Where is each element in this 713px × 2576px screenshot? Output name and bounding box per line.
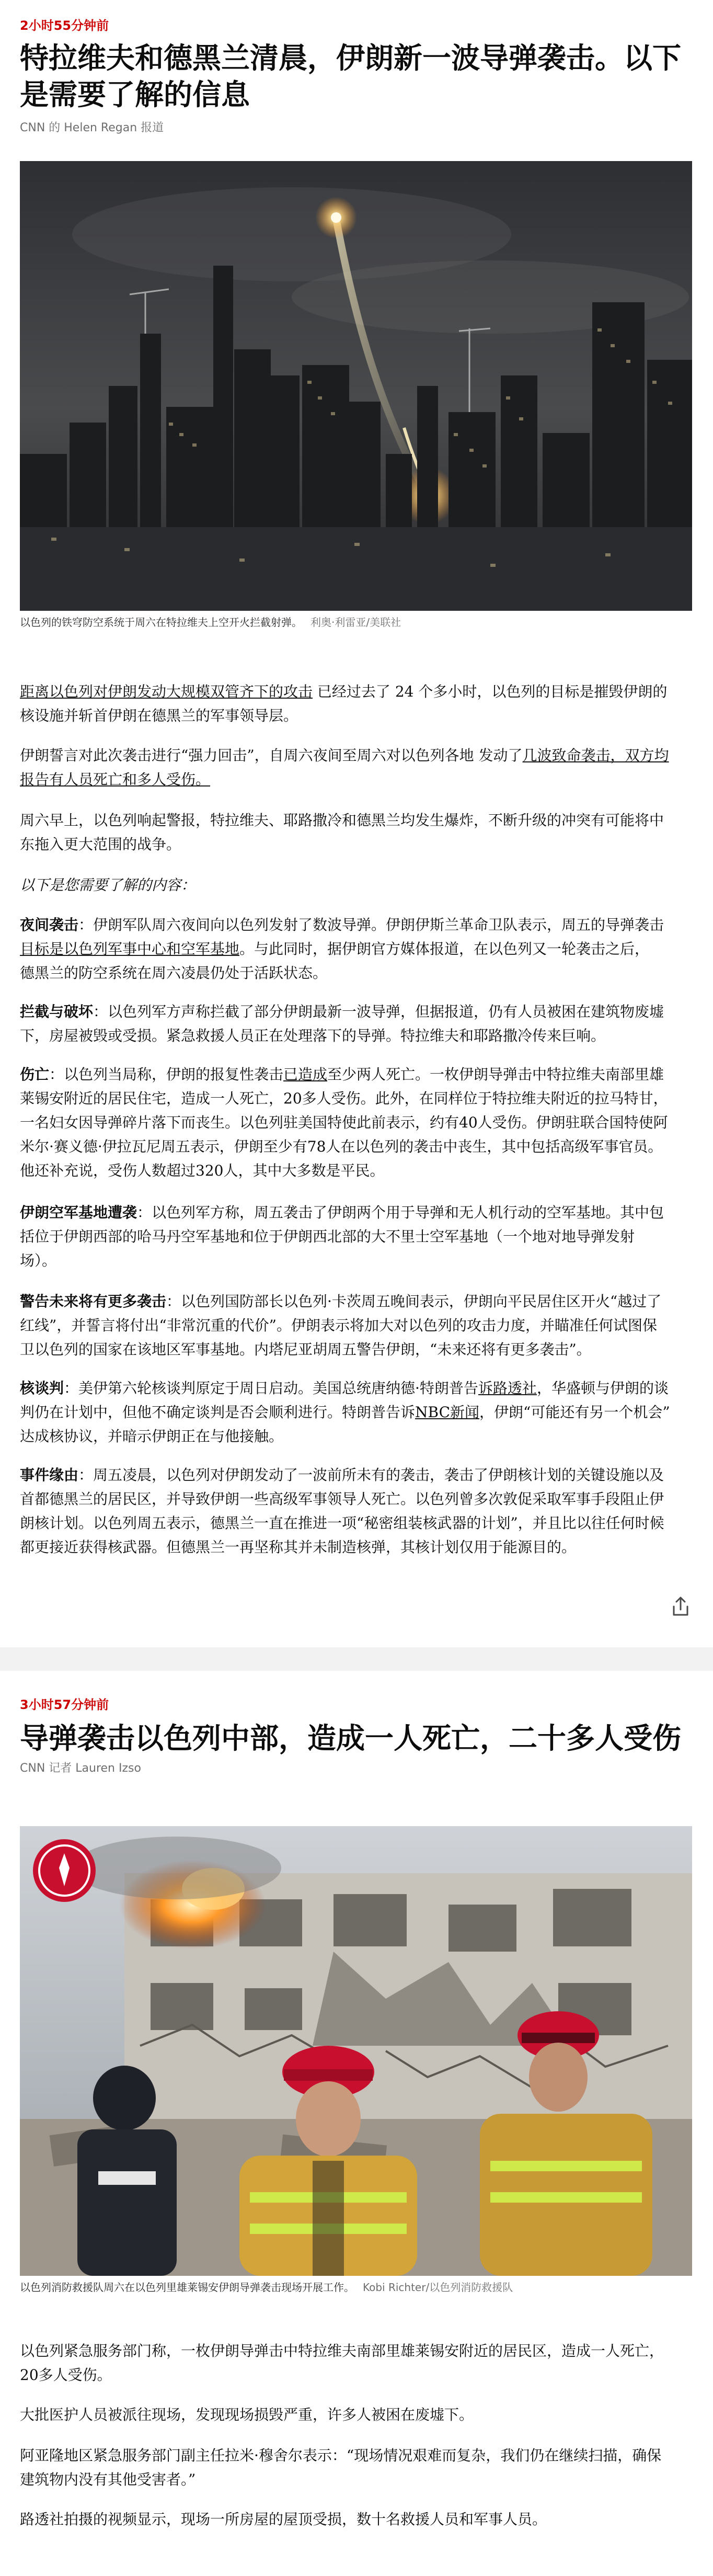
post-timestamp: 3小时57分钟前 (20, 1697, 109, 1712)
article-link[interactable]: 几波致命袭击，双方均 (522, 747, 669, 764)
paragraph: 核谈判：美伊第六轮核谈判原定于周日启动。美国总统唐纳德·特朗普告诉路透社，华盛顿与伊朗的谈 判仍在计划中，但他不确定谈判是否会顺利进行。特朗普告诉NBC新闻，伊朗“可能还有另一个机会” 达成核协议，并暗示伊朗正在与他接触。 (20, 1380, 670, 1445)
paragraph: 以色列紧急服务部门称，一枚伊朗导弹击中特拉维夫南部里雄莱锡安附近的居民区，造成一人死亡， 20多人受伤。 (20, 2342, 664, 2384)
paragraph: 事件缘由：周五凌晨，以色列对伊朗发动了一波前所未有的袭击，袭击了伊朗核计划的关键设施以及 首都德黑兰的居民区，并导致伊朗一些高级军事领导人死亡。以色列曾多次敦促采取军事手段阻止伊 朗核计划。以色列周五表示，德黑兰一直在推进一项“秘密组装核武器的计划”，并且比以往任何时候 都更接近获得核武器。但德黑兰一再坚称其并未制造核弹，其核计划仅用于能源目的。 (20, 1466, 664, 1556)
paragraph: 周六早上，以色列响起警报，特拉维夫、耶路撒冷和德黑兰均发生爆炸，不断升级的冲突有可能将中 东拖入更大范围的战争。 (20, 812, 664, 853)
firefighters-rescue-image (20, 1826, 692, 2276)
iron-dome-skyline-image (20, 161, 692, 611)
paragraph: 夜间袭击：伊朗军队周六夜间向以色列发射了数波导弹。伊朗伊斯兰革命卫队表示，周五的导弹袭击 目标是以色列军事中心和空军基地。与此同时，据伊朗官方媒体报道，在以色列又一轮袭击之后， 德黑兰的防空系统在周六凌晨仍处于活跃状态。 (20, 916, 664, 982)
post-header (20, 1697, 692, 1776)
article-link[interactable]: 已造成 (283, 1066, 328, 1083)
paragraph: 伤亡：以色列当局称，伊朗的报复性袭击已造成至少两人死亡。一枚伊朗导弹击中特拉维夫南部里雄 莱锡安附近的居民住宅，造成一人死亡，20多人受伤。此外，在同样位于特拉维夫附近的拉马特甘， 一名妇女因导弹碎片落下而丧生。以色列驻美国特使此前表示，约有40人受伤。伊朗驻联合国特使阿 米尔·赛义德·伊拉瓦尼周五表示，伊朗至少有78人在以色列的袭击中丧生，其中包括高级军事官员。 他还补充说，受伤人数超过320人，其中大多数是平民。 (20, 1066, 668, 1179)
article-link[interactable]: NBC新闻 (415, 1404, 480, 1421)
post-body (20, 2339, 692, 2569)
post-body (20, 680, 692, 1600)
article-link[interactable]: 目标是以色列军事中心和空军基地 (20, 940, 240, 958)
paragraph: 警告未来将有更多袭击：以色列国防部长以色列·卡茨周五晚间表示，伊朗向平民居住区开火“越过了 红线”，并誓言将付出“非常沉重的代价”。伊朗表示将加大对以色列的攻击力度，并瞄准任何试图保 卫以色列的国家在该地区军事基地。内塔尼亚胡周五警告伊朗，“未来还将有更多袭击”。 (20, 1293, 662, 1358)
photo-caption: 以色列消防救援队周六在以色列里雄莱锡安伊朗导弹袭击现场开展工作。 Kobi Richter/以色列消防救援队 (20, 2281, 513, 2294)
paragraph: 伊朗空军基地遭袭：以色列军方称，周五袭击了伊朗两个用于导弹和无人机行动的空军基地。其中包 括位于伊朗西部的哈马丹空军基地和位于伊朗西北部的大不里士空军基地（一个地对地导弹发射 场）。 (20, 1204, 664, 1269)
paragraph: 伊朗誓言对此次袭击进行“强力回击”，自周六夜间至周六对以色列各地 发动了几波致命袭击，双方均 报告有人员死亡和多人受伤。 (20, 747, 669, 788)
post-byline: CNN 记者 Lauren Izso (20, 1762, 141, 1775)
paragraph: 大批医护人员被派往现场，发现现场损毁严重，许多人被困在废墟下。 (20, 2406, 474, 2423)
paragraph-intro: 以下是您需要了解的内容： (20, 876, 196, 894)
share-icon (672, 1596, 689, 1617)
live-post-card (0, 1671, 713, 2576)
photo-caption: 以色列的铁穹防空系统于周六在特拉维夫上空开火拦截射弹。 利奥·利雷亚/美联社 (20, 616, 401, 629)
paragraph: 距离以色列对伊朗发动大规模双管齐下的攻击 已经过去了 24 个多小时，以色列的目标是摧毁伊朗的 核设施并斩首伊朗在德黑兰的军事领导层。 (20, 683, 668, 724)
paragraph: 路透社拍摄的视频显示，现场一所房屋的屋顶受损，数十名救援人员和军事人员。 (20, 2511, 547, 2528)
paragraph: 阿亚隆地区紧急服务部门副主任拉米·穆舍尔表示：“现场情况艰难而复杂，我们仍在继续扫描，确保 建筑物内没有其他受害者。” (20, 2447, 662, 2488)
post-timestamp: 2小时55分钟前 (20, 18, 109, 33)
post-photo[interactable] (20, 1826, 692, 2276)
post-headline[interactable]: 特拉维夫和德黑兰清晨，伊朗新一波导弹袭击。以下 是需要了解的信息 (20, 41, 682, 111)
photo-credit: 利奥·利雷亚/美联社 (310, 616, 401, 629)
post-header (20, 18, 692, 136)
share-button[interactable] (669, 1595, 692, 1618)
photo-credit: Kobi Richter/以色列消防救援队 (363, 2281, 513, 2294)
article-link[interactable]: 诉路透社 (478, 1380, 537, 1397)
article-link[interactable]: 报告有人员死亡和多人受伤。 (20, 771, 211, 788)
post-byline: CNN 的 Helen Regan 报道 (20, 121, 164, 134)
post-photo[interactable] (20, 161, 692, 611)
article-link[interactable]: 距离以色列对伊朗发动大规模双管齐下的攻击 (20, 683, 313, 700)
paragraph: 拦截与破坏：以色列军方声称拦截了部分伊朗最新一波导弹，但据报道，仍有人员被困在建筑物废墟 下，房屋被毁或受损。紧急救援人员正在处理落下的导弹。特拉维夫和耶路撒冷传来巨响。 (20, 1003, 664, 1044)
post-headline[interactable]: 导弹袭击以色列中部，造成一人死亡，二十多人受伤 (20, 1722, 682, 1755)
